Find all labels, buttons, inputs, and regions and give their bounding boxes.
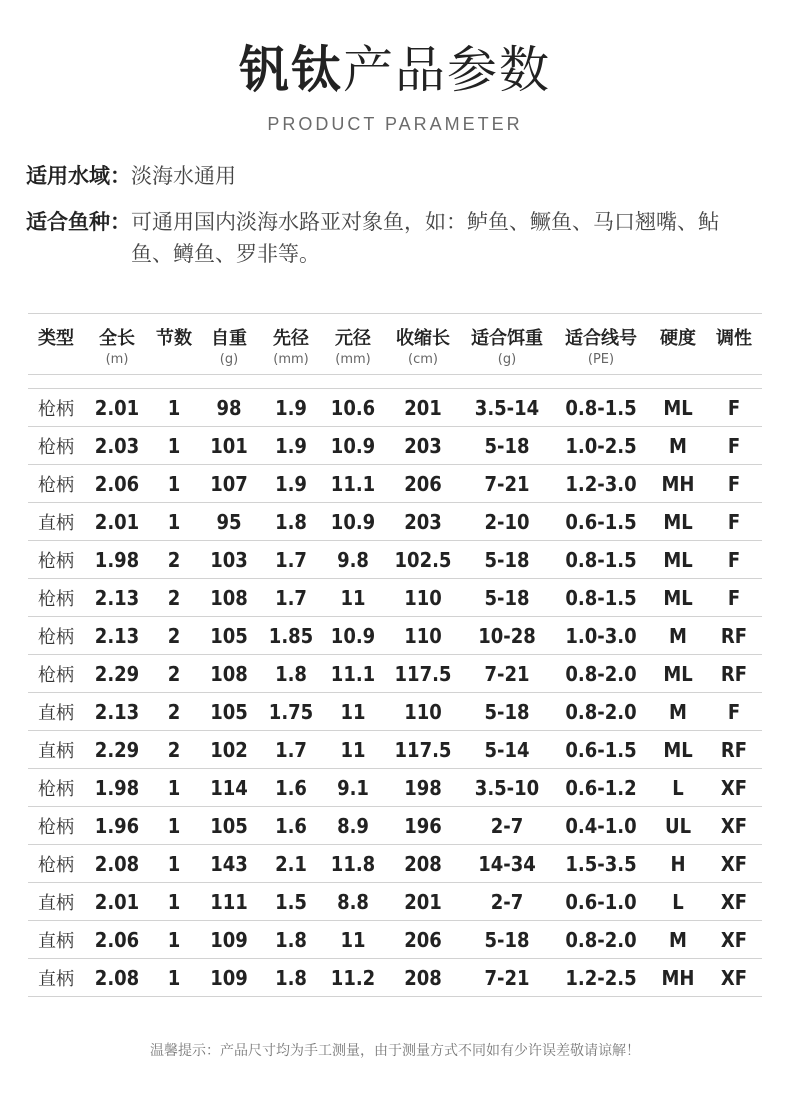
table-cell: M xyxy=(650,921,706,959)
table-cell: 105 xyxy=(198,617,260,655)
table-cell: 0.6-1.5 xyxy=(552,503,650,541)
table-cell: 1.8 xyxy=(260,503,322,541)
table-cell: 10.9 xyxy=(322,427,384,465)
fish-value: 可通用国内淡海水路亚对象鱼，如：鲈鱼、鳜鱼、马口翘嘴、鲇鱼、鳟鱼、罗非等。 xyxy=(131,210,719,266)
table-cell: 3.5-14 xyxy=(462,389,552,427)
table-cell: 2.29 xyxy=(84,655,150,693)
table-cell: F xyxy=(706,427,762,465)
column-header xyxy=(198,314,260,375)
table-cell: 208 xyxy=(384,845,462,883)
table-cell: 枪柄 xyxy=(28,617,84,655)
fish-label: 适合鱼种： xyxy=(26,210,131,234)
table-cell: 108 xyxy=(198,579,260,617)
table-cell: 2 xyxy=(150,541,198,579)
table-body xyxy=(28,375,762,997)
table-cell: ML xyxy=(650,731,706,769)
table-row xyxy=(28,617,762,655)
table-cell: 枪柄 xyxy=(28,541,84,579)
table-cell: 直柄 xyxy=(28,731,84,769)
table-cell: 9.8 xyxy=(322,541,384,579)
table-cell: 95 xyxy=(198,503,260,541)
table-cell: 102 xyxy=(198,731,260,769)
table-cell: ML xyxy=(650,579,706,617)
table-cell: 1.5 xyxy=(260,883,322,921)
table-row xyxy=(28,807,762,845)
title-light: 产品参数 xyxy=(343,41,551,99)
table-cell: 196 xyxy=(384,807,462,845)
table-cell: 枪柄 xyxy=(28,465,84,503)
table-row xyxy=(28,921,762,959)
column-header-label: 元径 xyxy=(335,328,371,349)
table-cell: 5-18 xyxy=(462,427,552,465)
table-cell: 110 xyxy=(384,579,462,617)
table-cell: 105 xyxy=(198,807,260,845)
table-cell: ML xyxy=(650,541,706,579)
water-info xyxy=(26,160,756,192)
title-strong: 钒钛 xyxy=(239,41,343,99)
table-cell: L xyxy=(650,769,706,807)
table-cell: 5-18 xyxy=(462,541,552,579)
column-header-label: 收缩长 xyxy=(396,328,450,349)
table-cell: 1 xyxy=(150,465,198,503)
column-header xyxy=(84,314,150,375)
table-cell: 0.8-2.0 xyxy=(552,655,650,693)
table-cell: 枪柄 xyxy=(28,655,84,693)
table-cell: 1.2-2.5 xyxy=(552,959,650,997)
table-cell: 1.2-3.0 xyxy=(552,465,650,503)
table-cell: 1 xyxy=(150,845,198,883)
table-row xyxy=(28,579,762,617)
table-cell: 11.2 xyxy=(322,959,384,997)
table-cell: 0.6-1.0 xyxy=(552,883,650,921)
table-cell: 107 xyxy=(198,465,260,503)
table-cell: 2.03 xyxy=(84,427,150,465)
water-label: 适用水域： xyxy=(26,164,131,188)
table-cell: ML xyxy=(650,503,706,541)
table-cell: 2 xyxy=(150,617,198,655)
table-cell: 2.08 xyxy=(84,845,150,883)
table-cell: RF xyxy=(706,731,762,769)
footer-note: 温馨提示：产品尺寸均为手工测量，由于测量方式不同如有少许误差敬请谅解！ xyxy=(150,1043,640,1059)
table-cell: 0.6-1.2 xyxy=(552,769,650,807)
water-value: 淡海水通用 xyxy=(131,164,236,188)
table-cell: 208 xyxy=(384,959,462,997)
table-cell: XF xyxy=(706,769,762,807)
table-cell: 1.75 xyxy=(260,693,322,731)
table-cell: 206 xyxy=(384,465,462,503)
table-cell: ML xyxy=(650,389,706,427)
table-cell: 0.8-1.5 xyxy=(552,579,650,617)
table-cell: 14-34 xyxy=(462,845,552,883)
table-cell: XF xyxy=(706,959,762,997)
table-cell: 0.4-1.0 xyxy=(552,807,650,845)
table-cell: 10.9 xyxy=(322,617,384,655)
table-cell: MH xyxy=(650,465,706,503)
table-cell: 枪柄 xyxy=(28,427,84,465)
table-cell: 1.85 xyxy=(260,617,322,655)
table-cell: 11.1 xyxy=(322,465,384,503)
column-header xyxy=(462,314,552,375)
table-cell: 枪柄 xyxy=(28,579,84,617)
table-cell: 201 xyxy=(384,389,462,427)
table-cell: 直柄 xyxy=(28,503,84,541)
table-cell: 0.6-1.5 xyxy=(552,731,650,769)
column-header-label: 先径 xyxy=(273,328,309,349)
table-cell: 203 xyxy=(384,427,462,465)
table-cell: 1.8 xyxy=(260,959,322,997)
table-cell: 7-21 xyxy=(462,465,552,503)
table-cell: M xyxy=(650,427,706,465)
column-header xyxy=(260,314,322,375)
table-cell: 5-14 xyxy=(462,731,552,769)
table-cell: MH xyxy=(650,959,706,997)
table-cell: ML xyxy=(650,655,706,693)
table-cell: 198 xyxy=(384,769,462,807)
table-cell: 2.06 xyxy=(84,465,150,503)
table-cell: 9.1 xyxy=(322,769,384,807)
table-cell: 98 xyxy=(198,389,260,427)
column-header-unit: (mm) xyxy=(273,352,309,367)
table-cell: 5-18 xyxy=(462,693,552,731)
table-cell: 0.8-1.5 xyxy=(552,389,650,427)
column-header-label: 类型 xyxy=(38,328,74,349)
table-row xyxy=(28,731,762,769)
table-cell: RF xyxy=(706,655,762,693)
column-header xyxy=(384,314,462,375)
table-cell: 203 xyxy=(384,503,462,541)
table-cell: 110 xyxy=(384,617,462,655)
table-cell: 117.5 xyxy=(384,655,462,693)
table-cell: 0.8-1.5 xyxy=(552,541,650,579)
column-header xyxy=(322,314,384,375)
table-cell: 1.96 xyxy=(84,807,150,845)
column-header-unit: (PE) xyxy=(587,352,615,367)
table-cell: 109 xyxy=(198,921,260,959)
table-cell: 1 xyxy=(150,883,198,921)
table-cell: 直柄 xyxy=(28,959,84,997)
table-cell: 11 xyxy=(322,579,384,617)
table-cell: 2.06 xyxy=(84,921,150,959)
table-cell: 1.9 xyxy=(260,465,322,503)
table-cell: 2 xyxy=(150,579,198,617)
table-cell: 2-7 xyxy=(462,807,552,845)
table-cell: F xyxy=(706,465,762,503)
table-cell: 1.0-2.5 xyxy=(552,427,650,465)
table-cell: 110 xyxy=(384,693,462,731)
table-cell: UL xyxy=(650,807,706,845)
table-cell: 108 xyxy=(198,655,260,693)
table-cell: 1 xyxy=(150,503,198,541)
table-row xyxy=(28,389,762,427)
table-cell: XF xyxy=(706,883,762,921)
table-cell: 2.13 xyxy=(84,693,150,731)
column-header-unit: (mm) xyxy=(335,352,371,367)
table-row xyxy=(28,959,762,997)
table-cell: 1.7 xyxy=(260,579,322,617)
page-title xyxy=(0,38,790,102)
column-header xyxy=(650,314,706,375)
table-cell: 1 xyxy=(150,389,198,427)
table-cell: 2.29 xyxy=(84,731,150,769)
fish-info xyxy=(26,206,756,270)
table-cell: 11.8 xyxy=(322,845,384,883)
table-row xyxy=(28,883,762,921)
table-cell: 2-10 xyxy=(462,503,552,541)
table-cell: 1.8 xyxy=(260,655,322,693)
table-row xyxy=(28,465,762,503)
table-cell: 7-21 xyxy=(462,655,552,693)
table-cell: 10.6 xyxy=(322,389,384,427)
table-cell: XF xyxy=(706,921,762,959)
table-cell: 114 xyxy=(198,769,260,807)
column-header-unit: (g) xyxy=(219,352,239,367)
table-cell: 10.9 xyxy=(322,503,384,541)
table-cell: 109 xyxy=(198,959,260,997)
table-cell: 枪柄 xyxy=(28,807,84,845)
table-cell: M xyxy=(650,693,706,731)
table-cell: F xyxy=(706,503,762,541)
table-cell: 枪柄 xyxy=(28,389,84,427)
table-cell: 直柄 xyxy=(28,883,84,921)
table-cell: 3.5-10 xyxy=(462,769,552,807)
table-cell: 枪柄 xyxy=(28,769,84,807)
table-cell: L xyxy=(650,883,706,921)
table-cell: 1.9 xyxy=(260,427,322,465)
table-row xyxy=(28,427,762,465)
table-cell: 2-7 xyxy=(462,883,552,921)
table-cell: 1 xyxy=(150,959,198,997)
table-cell: 1.5-3.5 xyxy=(552,845,650,883)
table-cell: 2 xyxy=(150,655,198,693)
column-header-label: 适合饵重 xyxy=(471,328,543,349)
table-cell: 1.98 xyxy=(84,769,150,807)
table-cell: F xyxy=(706,579,762,617)
column-header xyxy=(552,314,650,375)
table-cell: 5-18 xyxy=(462,579,552,617)
table-cell: 1.98 xyxy=(84,541,150,579)
table-cell: 111 xyxy=(198,883,260,921)
table-cell: 10-28 xyxy=(462,617,552,655)
table-row xyxy=(28,845,762,883)
table-cell: F xyxy=(706,389,762,427)
table-cell: 11.1 xyxy=(322,655,384,693)
table-cell: 8.9 xyxy=(322,807,384,845)
table-cell: 直柄 xyxy=(28,693,84,731)
table-cell: 101 xyxy=(198,427,260,465)
table-cell: 2.13 xyxy=(84,579,150,617)
table-cell: RF xyxy=(706,617,762,655)
table-cell: XF xyxy=(706,845,762,883)
table-cell: 1 xyxy=(150,807,198,845)
table-row xyxy=(28,769,762,807)
column-header-label: 节数 xyxy=(156,328,192,349)
table-cell: 1.6 xyxy=(260,769,322,807)
table-cell: M xyxy=(650,617,706,655)
table-cell: 2.01 xyxy=(84,503,150,541)
table-cell: 11 xyxy=(322,921,384,959)
table-cell: 0.8-2.0 xyxy=(552,693,650,731)
table-cell: 1.8 xyxy=(260,921,322,959)
table-cell: 1 xyxy=(150,921,198,959)
table-cell: H xyxy=(650,845,706,883)
table-cell: 2.01 xyxy=(84,883,150,921)
table-cell: 117.5 xyxy=(384,731,462,769)
table-cell: 8.8 xyxy=(322,883,384,921)
table-cell: 7-21 xyxy=(462,959,552,997)
table-cell: 枪柄 xyxy=(28,845,84,883)
table-row xyxy=(28,503,762,541)
table-cell: 206 xyxy=(384,921,462,959)
page-subtitle: PRODUCT PARAMETER xyxy=(267,114,523,134)
table-cell: 5-18 xyxy=(462,921,552,959)
table-cell: 2 xyxy=(150,731,198,769)
table-spacer-row xyxy=(28,375,762,389)
column-header xyxy=(28,314,84,375)
table-header-row xyxy=(28,314,762,375)
table-row xyxy=(28,541,762,579)
column-header-unit: (cm) xyxy=(408,352,438,367)
table-cell: 11 xyxy=(322,731,384,769)
column-header-label: 硬度 xyxy=(660,328,696,349)
table-cell: 103 xyxy=(198,541,260,579)
column-header xyxy=(706,314,762,375)
column-header-unit: (m) xyxy=(105,352,129,367)
table-cell: 1.9 xyxy=(260,389,322,427)
column-header-label: 自重 xyxy=(211,328,247,349)
table-cell: F xyxy=(706,541,762,579)
table-cell: 11 xyxy=(322,693,384,731)
table-cell: 1.6 xyxy=(260,807,322,845)
table-cell: 2 xyxy=(150,693,198,731)
table-cell: 1 xyxy=(150,769,198,807)
column-header-label: 全长 xyxy=(99,328,135,349)
table-cell: 143 xyxy=(198,845,260,883)
table-cell: 102.5 xyxy=(384,541,462,579)
column-header-label: 调性 xyxy=(716,328,752,349)
table-cell: 2.1 xyxy=(260,845,322,883)
table-row xyxy=(28,655,762,693)
parameter-table xyxy=(28,313,762,997)
column-header-unit: (g) xyxy=(497,352,517,367)
table-cell: 201 xyxy=(384,883,462,921)
table-row xyxy=(28,693,762,731)
table-cell: 2.01 xyxy=(84,389,150,427)
table-cell: 1.7 xyxy=(260,541,322,579)
table-cell: 0.8-2.0 xyxy=(552,921,650,959)
column-header xyxy=(150,314,198,375)
table-cell: 2.08 xyxy=(84,959,150,997)
column-header-label: 适合线号 xyxy=(565,328,637,349)
table-cell: 1 xyxy=(150,427,198,465)
table-cell: 105 xyxy=(198,693,260,731)
table-cell: F xyxy=(706,693,762,731)
table-cell: 1.7 xyxy=(260,731,322,769)
table-cell: 2.13 xyxy=(84,617,150,655)
table-cell: XF xyxy=(706,807,762,845)
table-cell: 1.0-3.0 xyxy=(552,617,650,655)
table-cell: 直柄 xyxy=(28,921,84,959)
